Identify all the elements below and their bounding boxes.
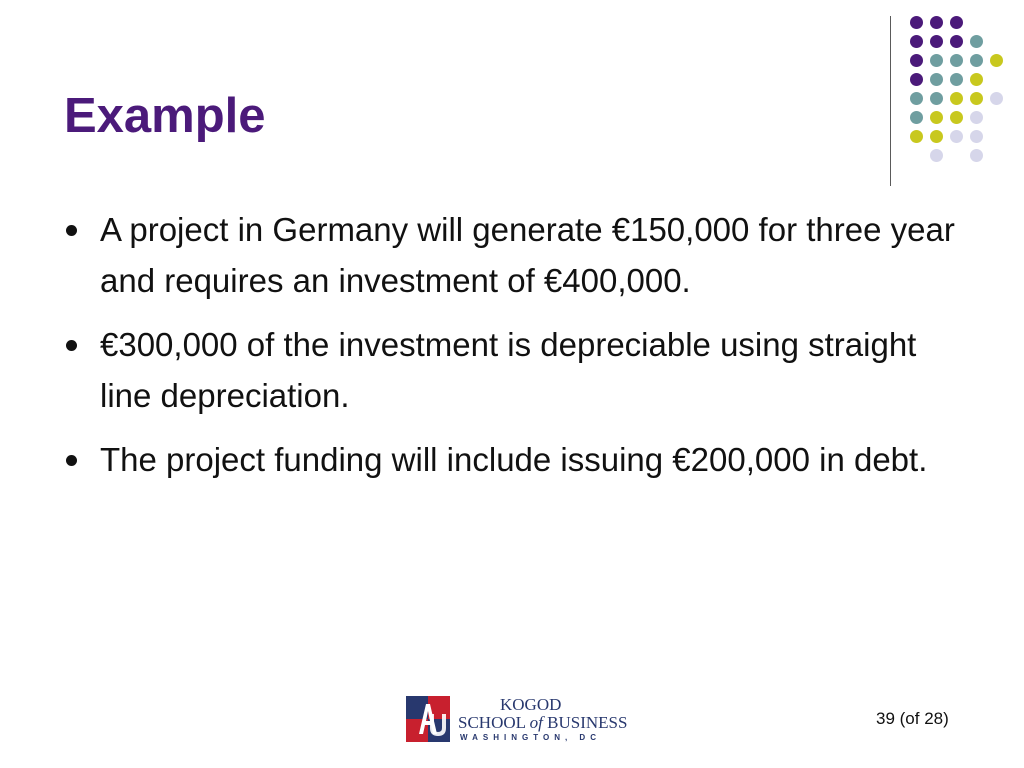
decorative-dot (950, 73, 963, 86)
decorative-dot (930, 54, 943, 67)
decorative-dot (910, 16, 923, 29)
bullet-icon (66, 455, 77, 466)
decorative-dot (910, 73, 923, 86)
decorative-dot (910, 35, 923, 48)
decorative-dot (990, 54, 1003, 67)
decorative-dot (930, 16, 943, 29)
decorative-dot (950, 111, 963, 124)
school-logo (406, 692, 628, 746)
bullet-text: The project funding will include issuing €200,000 in debt. (100, 441, 928, 478)
bullet-item (62, 319, 962, 421)
logo-school: SCHOOL (458, 713, 526, 732)
divider-line (890, 16, 891, 186)
page-number: 39 (of 28) (876, 709, 949, 728)
decorative-dot (930, 73, 943, 86)
decorative-dot (910, 130, 923, 143)
bullet-text: €300,000 of the investment is depreciable using straight line depreciation. (100, 326, 917, 414)
au-logo-icon (406, 696, 450, 742)
decorative-dot (930, 149, 943, 162)
logo-of: of (529, 713, 543, 732)
decorative-dot (950, 130, 963, 143)
logo-wordmark (458, 692, 628, 746)
bullet-item (62, 434, 962, 485)
decorative-dot (990, 92, 1003, 105)
bullet-text: A project in Germany will generate €150,000 for three year and requires an investment of €400,000. (100, 211, 955, 299)
decorative-dot (930, 92, 943, 105)
bullet-list (62, 204, 962, 498)
decorative-dot (910, 54, 923, 67)
decorative-dot (930, 111, 943, 124)
decorative-dot (970, 54, 983, 67)
bullet-icon (66, 225, 77, 236)
decorative-dot (950, 35, 963, 48)
decorative-dot (910, 111, 923, 124)
decorative-dot (970, 111, 983, 124)
decorative-dot (970, 130, 983, 143)
decorative-dot (970, 35, 983, 48)
bullet-item (62, 204, 962, 306)
logo-washington: WASHINGTON, DC (460, 733, 601, 742)
logo-business: BUSINESS (547, 713, 628, 732)
bullet-icon (66, 340, 77, 351)
decorative-dot (930, 35, 943, 48)
decorative-dot (950, 54, 963, 67)
logo-school-of-business (458, 713, 627, 733)
logo-kogod: KOGOD (500, 695, 562, 714)
decorative-dot (930, 130, 943, 143)
decorative-dot (970, 73, 983, 86)
slide-title: Example (64, 89, 266, 143)
decorative-dot (950, 92, 963, 105)
decorative-dot (970, 149, 983, 162)
decorative-dot (970, 92, 983, 105)
decorative-dot (950, 16, 963, 29)
decorative-dot (910, 92, 923, 105)
